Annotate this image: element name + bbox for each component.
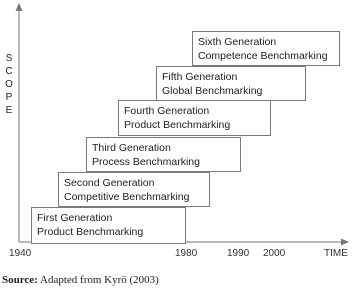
y-axis-arrowhead — [16, 3, 23, 11]
x-axis-arrowhead — [341, 239, 349, 246]
generation-subtitle: Product Benchmarking — [124, 119, 231, 131]
y-axis-letter: S — [5, 53, 13, 64]
y-axis-letter: P — [5, 92, 13, 103]
y-axis-letter: E — [5, 105, 13, 116]
generation-title: Sixth Generation — [198, 36, 277, 48]
x-axis-tick: 2000 — [263, 248, 286, 259]
x-axis-label: TIME — [324, 248, 348, 259]
generation-subtitle: Competence Benchmarking — [198, 50, 328, 62]
generation-subtitle: Process Benchmarking — [92, 156, 200, 168]
source-caption-label: Source: — [2, 274, 38, 286]
y-axis-letter: O — [5, 79, 13, 90]
generation-box-fifth — [156, 66, 306, 101]
x-axis-tick: 1980 — [175, 248, 198, 259]
x-axis-tick: 1940 — [9, 248, 32, 259]
generation-box-sixth — [192, 31, 340, 66]
generation-box-fourth — [118, 100, 271, 136]
x-axis-tick: 1990 — [227, 248, 250, 259]
generation-title: First Generation — [37, 212, 113, 224]
y-axis-letter: C — [5, 66, 13, 77]
generation-title: Second Generation — [64, 177, 155, 189]
generation-subtitle: Global Benchmarking — [162, 85, 263, 97]
generation-subtitle: Product Benchmarking — [37, 226, 144, 238]
generation-title: Third Generation — [92, 142, 171, 154]
generation-title: Fourth Generation — [124, 105, 210, 117]
generation-subtitle: Competitive Benchmarking — [64, 191, 190, 203]
generation-box-first — [31, 207, 186, 244]
generation-box-second — [58, 172, 210, 207]
source-caption-text: Adapted from Kyrö (2003) — [40, 274, 159, 286]
generation-title: Fifth Generation — [162, 71, 238, 83]
generation-box-third — [86, 137, 241, 172]
source-caption — [2, 274, 159, 286]
